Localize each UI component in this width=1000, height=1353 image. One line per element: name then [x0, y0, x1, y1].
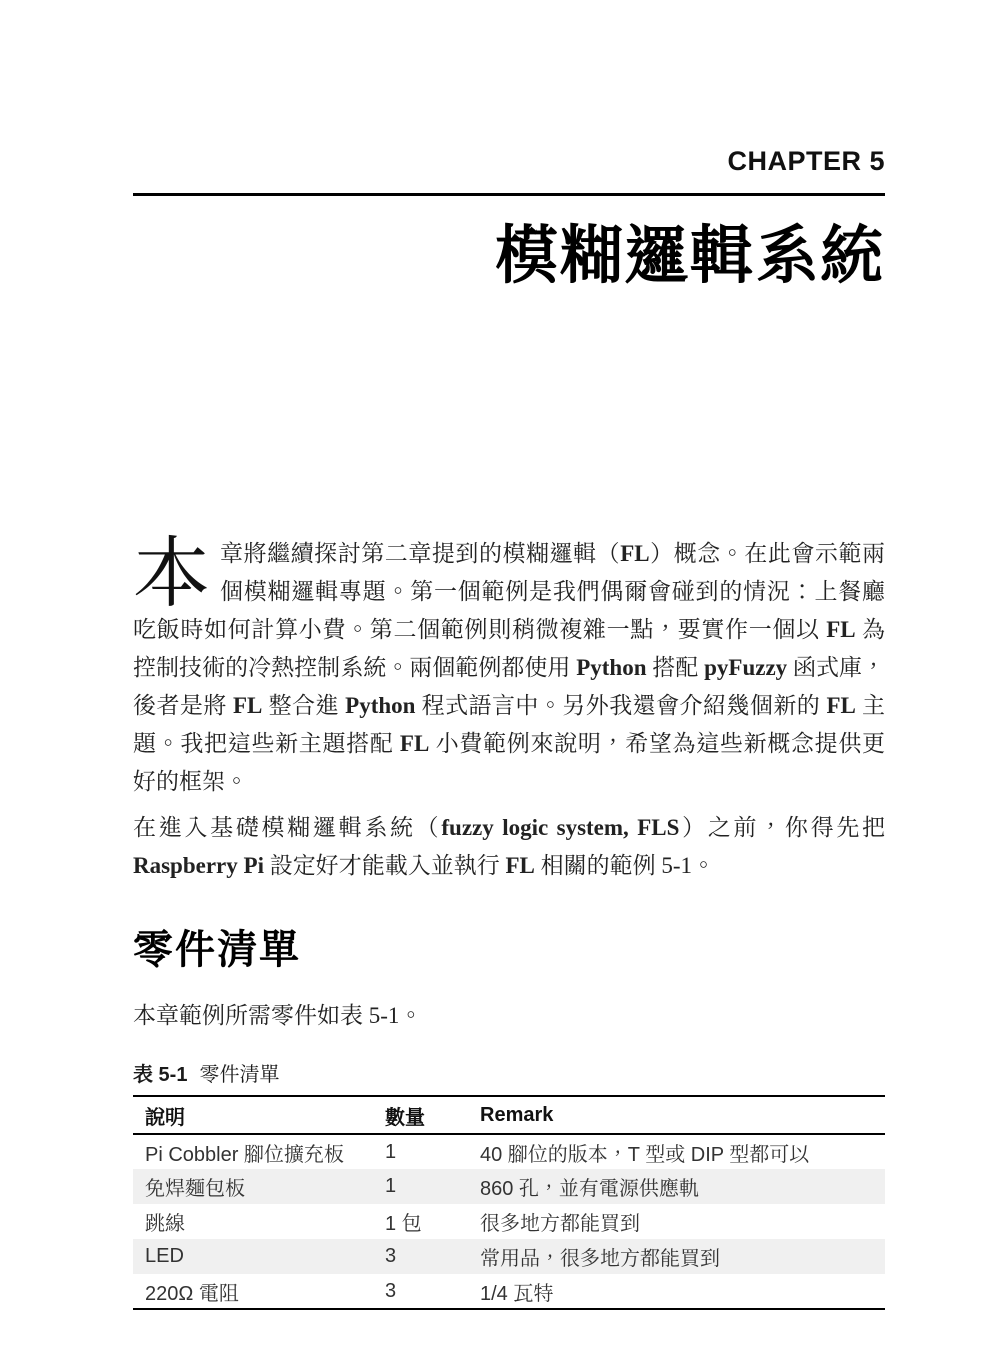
cell-quantity: 3 — [385, 1279, 397, 1302]
page-title: 模糊邏輯系統 — [495, 221, 885, 291]
cell-remark: 常用品，很多地方都能買到 — [480, 1248, 720, 1270]
table-row — [133, 1274, 885, 1309]
table-row — [133, 1239, 885, 1274]
intro-paragraph-1-text: 章將繼續探討第二章提到的模糊邏輯（FL）概念。在此會示範兩個模糊邏輯專題。第一個範例是我們偶爾會碰到的情況：上餐廳吃飯時如何計算小費。第二個範例則稍微複雜一點，要實作一個以 FL 為控制技術的冷熱控制系統。兩個範例都使用 Python 搭配 pyFuzzy 函式庫，後者是將 FL 整合進 Python 程式語言中。另外我還會介紹幾個新的 FL 主題。我把這些新主題搭配 FL 小費範例來說明，希望為這些新概念提供更好的框架。 — [133, 541, 886, 794]
table-header-remark: Remark — [468, 1096, 885, 1134]
page-content — [133, 146, 885, 1310]
drop-cap: 本 — [133, 531, 210, 617]
cell-quantity: 3 — [385, 1245, 397, 1267]
table-caption — [133, 1062, 885, 1088]
section-heading-parts-list: 零件清單 — [133, 928, 301, 972]
table-row — [133, 1134, 885, 1169]
cell-description: 免焊麵包板 — [145, 1178, 245, 1200]
section-lead: 本章範例所需零件如表 5-1。 — [133, 1003, 423, 1028]
cell-description: 220Ω 電阻 — [145, 1282, 239, 1305]
parts-table-header-row — [133, 1096, 885, 1134]
cell-quantity: 1 包 — [385, 1213, 422, 1235]
table-caption-title: 零件清單 — [199, 1064, 280, 1086]
cell-description: Pi Cobbler 腳位擴充板 — [145, 1143, 344, 1166]
cell-remark: 1/4 瓦特 — [480, 1282, 554, 1305]
cell-description: 跳線 — [145, 1213, 185, 1235]
table-header-description: 說明 — [133, 1096, 373, 1134]
cell-remark: 860 孔，並有電源供應軌 — [480, 1178, 699, 1200]
chapter-label: CHAPTER 5 — [727, 146, 885, 176]
cell-remark: 40 腳位的版本，T 型或 DIP 型都可以 — [480, 1143, 810, 1166]
intro-paragraph-2: 在進入基礎模糊邏輯系統（fuzzy logic system, FLS）之前，你得先把 Raspberry Pi 設定好才能載入並執行 FL 相關的範例 5-1。 — [133, 815, 886, 878]
chapter-rule — [133, 193, 885, 196]
intro-paragraph-1 — [133, 531, 886, 801]
cell-quantity: 1 — [385, 1175, 397, 1197]
cell-quantity: 1 — [385, 1140, 397, 1163]
table-row — [133, 1169, 885, 1204]
table-header-quantity: 數量 — [373, 1096, 468, 1134]
table-caption-label: 表 5-1 — [133, 1064, 188, 1086]
table-row — [133, 1204, 885, 1239]
cell-description: LED — [145, 1245, 184, 1267]
cell-remark: 很多地方都能買到 — [480, 1213, 640, 1235]
parts-table — [133, 1095, 885, 1310]
